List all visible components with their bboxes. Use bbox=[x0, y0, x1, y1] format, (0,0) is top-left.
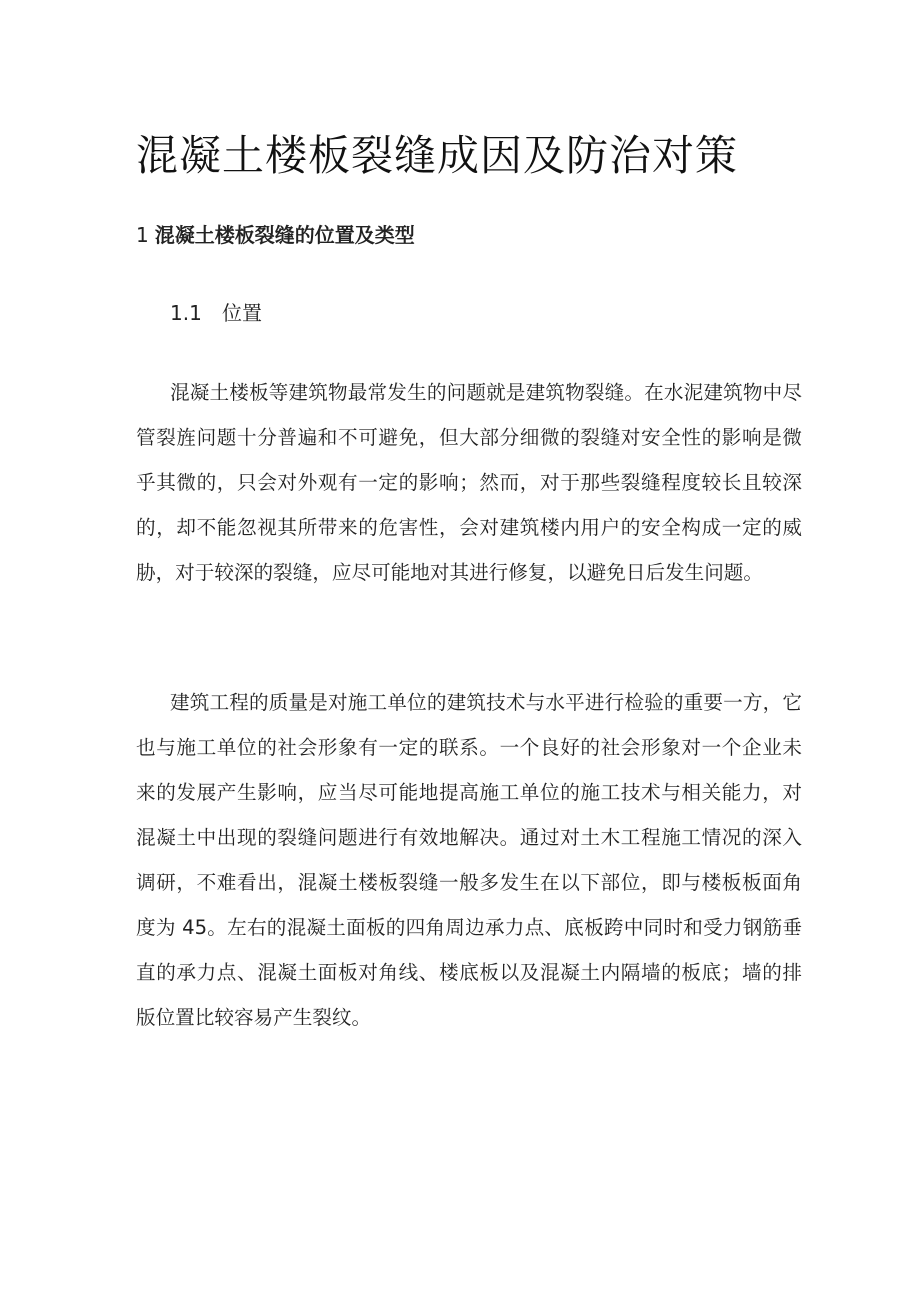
subsection-heading bbox=[170, 298, 262, 328]
body-paragraph: 建筑工程的质量是对施工单位的建筑技术与水平进行检验的重要一方，它也与施工单位的社会形象有一定的联系。一个良好的社会形象对一个企业未来的发展产生影响，应当尽可能地提高施工单位的施工技术与相关能力，对混凝土中出现的裂缝问题进行有效地解决。通过对土木工程施工情况的深入调研，不难看出，混凝土楼板裂缝一般多发生在以下部位，即与楼板板面角度为 45。左右的混凝土面板的四角周边承力点、底板跨中同时和受力钢筋垂直的承力点、混凝土面板对角线、楼底板以及混凝土内隔墙的板底；墙的排版位置比较容易产生裂纹。 bbox=[136, 691, 802, 1029]
section-number: 1 bbox=[136, 223, 149, 247]
section-title: 混凝土楼板裂缝的位置及类型 bbox=[154, 223, 415, 247]
subsection-title: 位置 bbox=[222, 301, 262, 325]
document-title: 混凝土楼板裂缝成因及防治对策 bbox=[136, 131, 739, 180]
body-paragraph: 混凝土楼板等建筑物最常发生的问题就是建筑物裂缝。在水泥建筑物中尽管裂旌问题十分普遍和不可避免，但大部分细微的裂缝对安全性的影响是微乎其微的，只会对外观有一定的影响；然而，对于那些裂缝程度较长且较深的，却不能忽视其所带来的危害性，会对建筑楼内用户的安全构成一定的威胁，对于较深的裂缝，应尽可能地对其进行修复，以避免日后发生问题。 bbox=[136, 381, 802, 584]
section-heading bbox=[136, 220, 415, 250]
subsection-number: 1.1 bbox=[170, 301, 202, 325]
